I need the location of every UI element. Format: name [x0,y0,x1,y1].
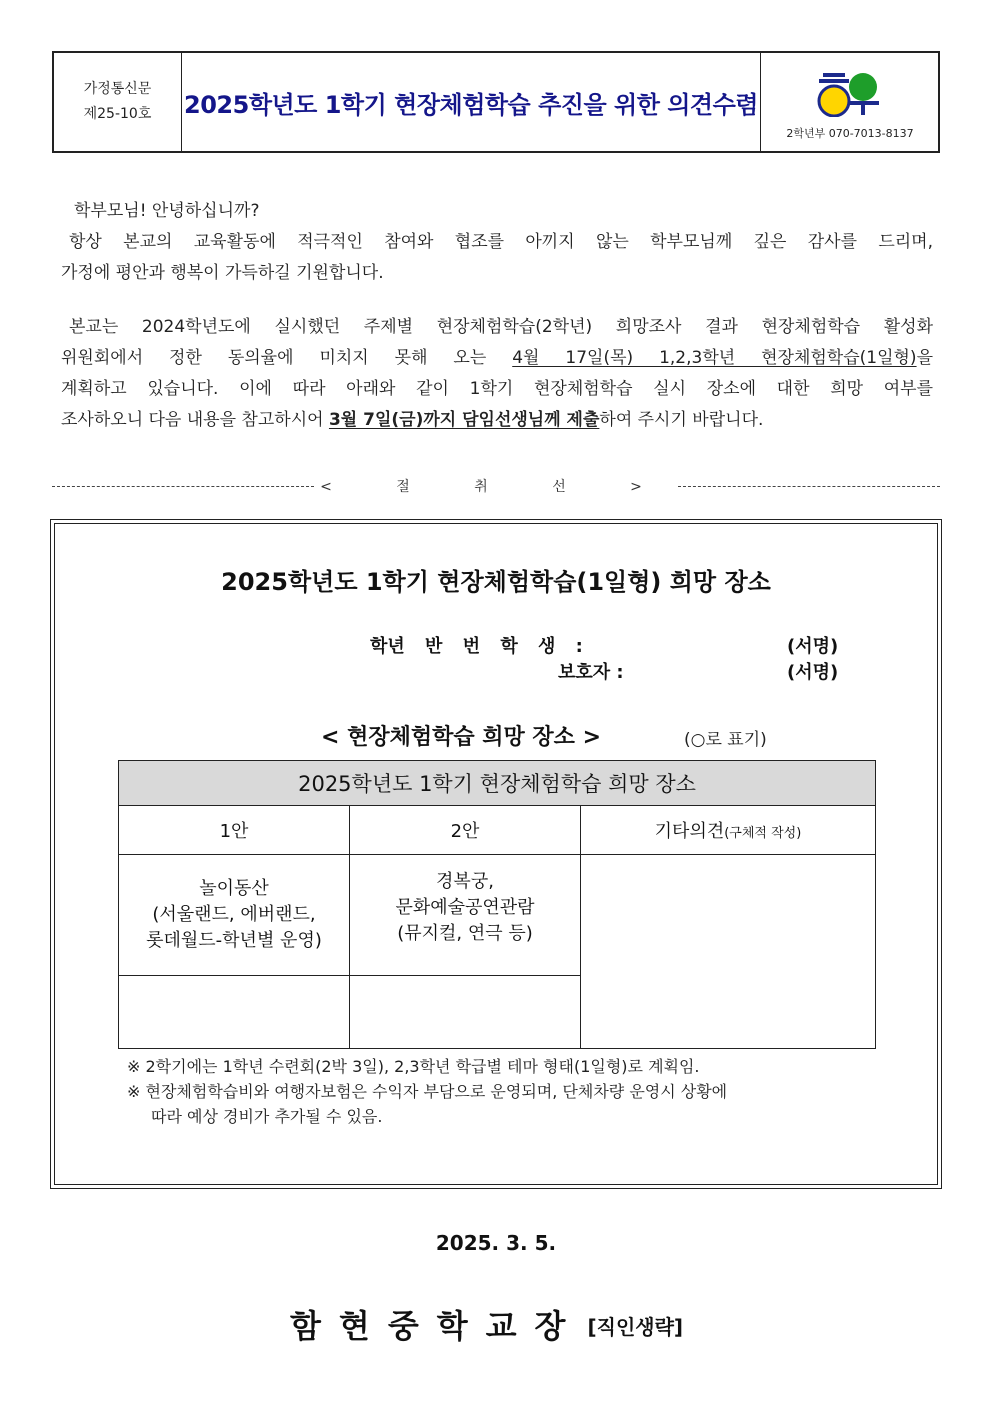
section-title: < 현장체험학습 희망 장소 > [321,725,602,750]
paragraph2-line1: 본교는 2024학년도에 실시했던 주제별 현장체험학습(2학년) 희망조사 결과 현장체험학습 활성화 [69,317,933,337]
submission-deadline: 3월 7일(금)까지 담임선생님께 제출 [328,410,600,430]
option1-desc [119,855,350,976]
p2-line4-b: 하여 주시기 바랍니다. [599,410,764,430]
option1-line3: 롯데월드-학년별 운영) [146,930,322,951]
option1-line2: (서울랜드, 에버랜드, [152,904,316,925]
response-form-inner [54,523,938,1185]
greeting-block [61,196,933,289]
field-trip-date: 4월 17일(목) 1,2,3학년 현장체험학습(1일형) [512,348,917,368]
school-logo-icon [817,71,883,117]
p2-line2-a: 위원회에서 정한 동의율에 미치지 못해 오는 [61,348,513,368]
greeting: 학부모님! 안녕하십니까? [74,201,260,221]
cut-line [52,476,940,496]
school-logo-area [760,53,938,151]
paragraph2-line4 [61,405,933,436]
student-sign[interactable]: (서명) [787,636,839,657]
note-1: ※ 2학기에는 1학년 수련회(2박 3일), 2,3학년 학급별 테마 형태(1일형)로 계획임. [127,1057,700,1076]
paragraph2-line3: 계획하고 있습니다. 이에 따라 아래와 같이 1학기 현장체험학습 실시 장소에 대한 희망 여부를 [61,379,933,399]
p2-line2-b: 을 [916,348,933,368]
col-other-label: 기타의견 [654,821,725,842]
seal-omitted: [직인생략] [587,1315,684,1339]
col-other [581,806,876,855]
option1-mark-cell[interactable] [119,976,350,1049]
note-2-cont: 따라 예상 경비가 추가될 수 있음. [151,1107,383,1126]
header-box [52,51,940,153]
paragraph2-line2 [61,343,933,374]
principal-name: 함현중학교장 [290,1307,584,1345]
notes [127,1054,887,1129]
p2-line4-a: 조사하오니 다음 내용을 참고하시어 [61,410,329,430]
doc-title: 2025학년도 1학기 현장체험학습 추진을 위한 의견수렴 [184,90,758,119]
form-title: 2025학년도 1학기 현장체험학습(1일형) 희망 장소 [221,568,771,596]
col-other-hint: (구체적 작성) [724,826,802,841]
cut-dash-left [52,486,314,487]
paragraph2 [61,312,933,436]
col-option1: 1안 [119,806,350,855]
doc-type: 가정통신문 [83,81,152,97]
paragraph1-line2: 가정에 평안과 행복이 가득하길 기원합니다. [61,263,384,283]
doc-info [54,53,182,151]
option2-line1: 경복궁, [436,871,494,892]
option2-line3: (뮤지컬, 연극 등) [397,923,533,944]
contact-phone: 2학년부 070-7013-8137 [786,127,914,140]
option2-line2: 문화예술공연관람 [395,897,535,918]
guardian-label: 보호자 : [558,662,624,683]
issue-date: 2025. 3. 5. [435,1231,557,1255]
student-label: 학년 반 번 학 생 : [370,636,583,657]
option2-desc [350,855,581,976]
section-note: (○로 표기) [684,730,767,750]
col-option2: 2안 [350,806,581,855]
response-form [50,519,942,1189]
principal-line [290,1301,683,1347]
guardian-sign[interactable]: (서명) [787,662,839,683]
preference-table [118,760,876,1049]
doc-number: 제25-10호 [83,106,152,122]
option1-line1: 놀이동산 [199,878,269,899]
table-header: 2025학년도 1학기 현장체험학습 희망 장소 [119,761,876,806]
paragraph1-line1: 항상 본교의 교육활동에 적극적인 참여와 협조를 아끼지 않는 학부모님께 깊은 감사를 드리며, [69,232,933,252]
cut-dash-right [678,486,940,487]
option2-mark-cell[interactable] [350,976,581,1049]
other-opinion-cell[interactable] [581,855,876,1049]
cut-line-label: < 절 취 선 > [320,479,672,495]
note-2: ※ 현장체험학습비와 여행자보험은 수익자 부담으로 운영되며, 단체차량 운영시 상황에 [127,1082,728,1101]
